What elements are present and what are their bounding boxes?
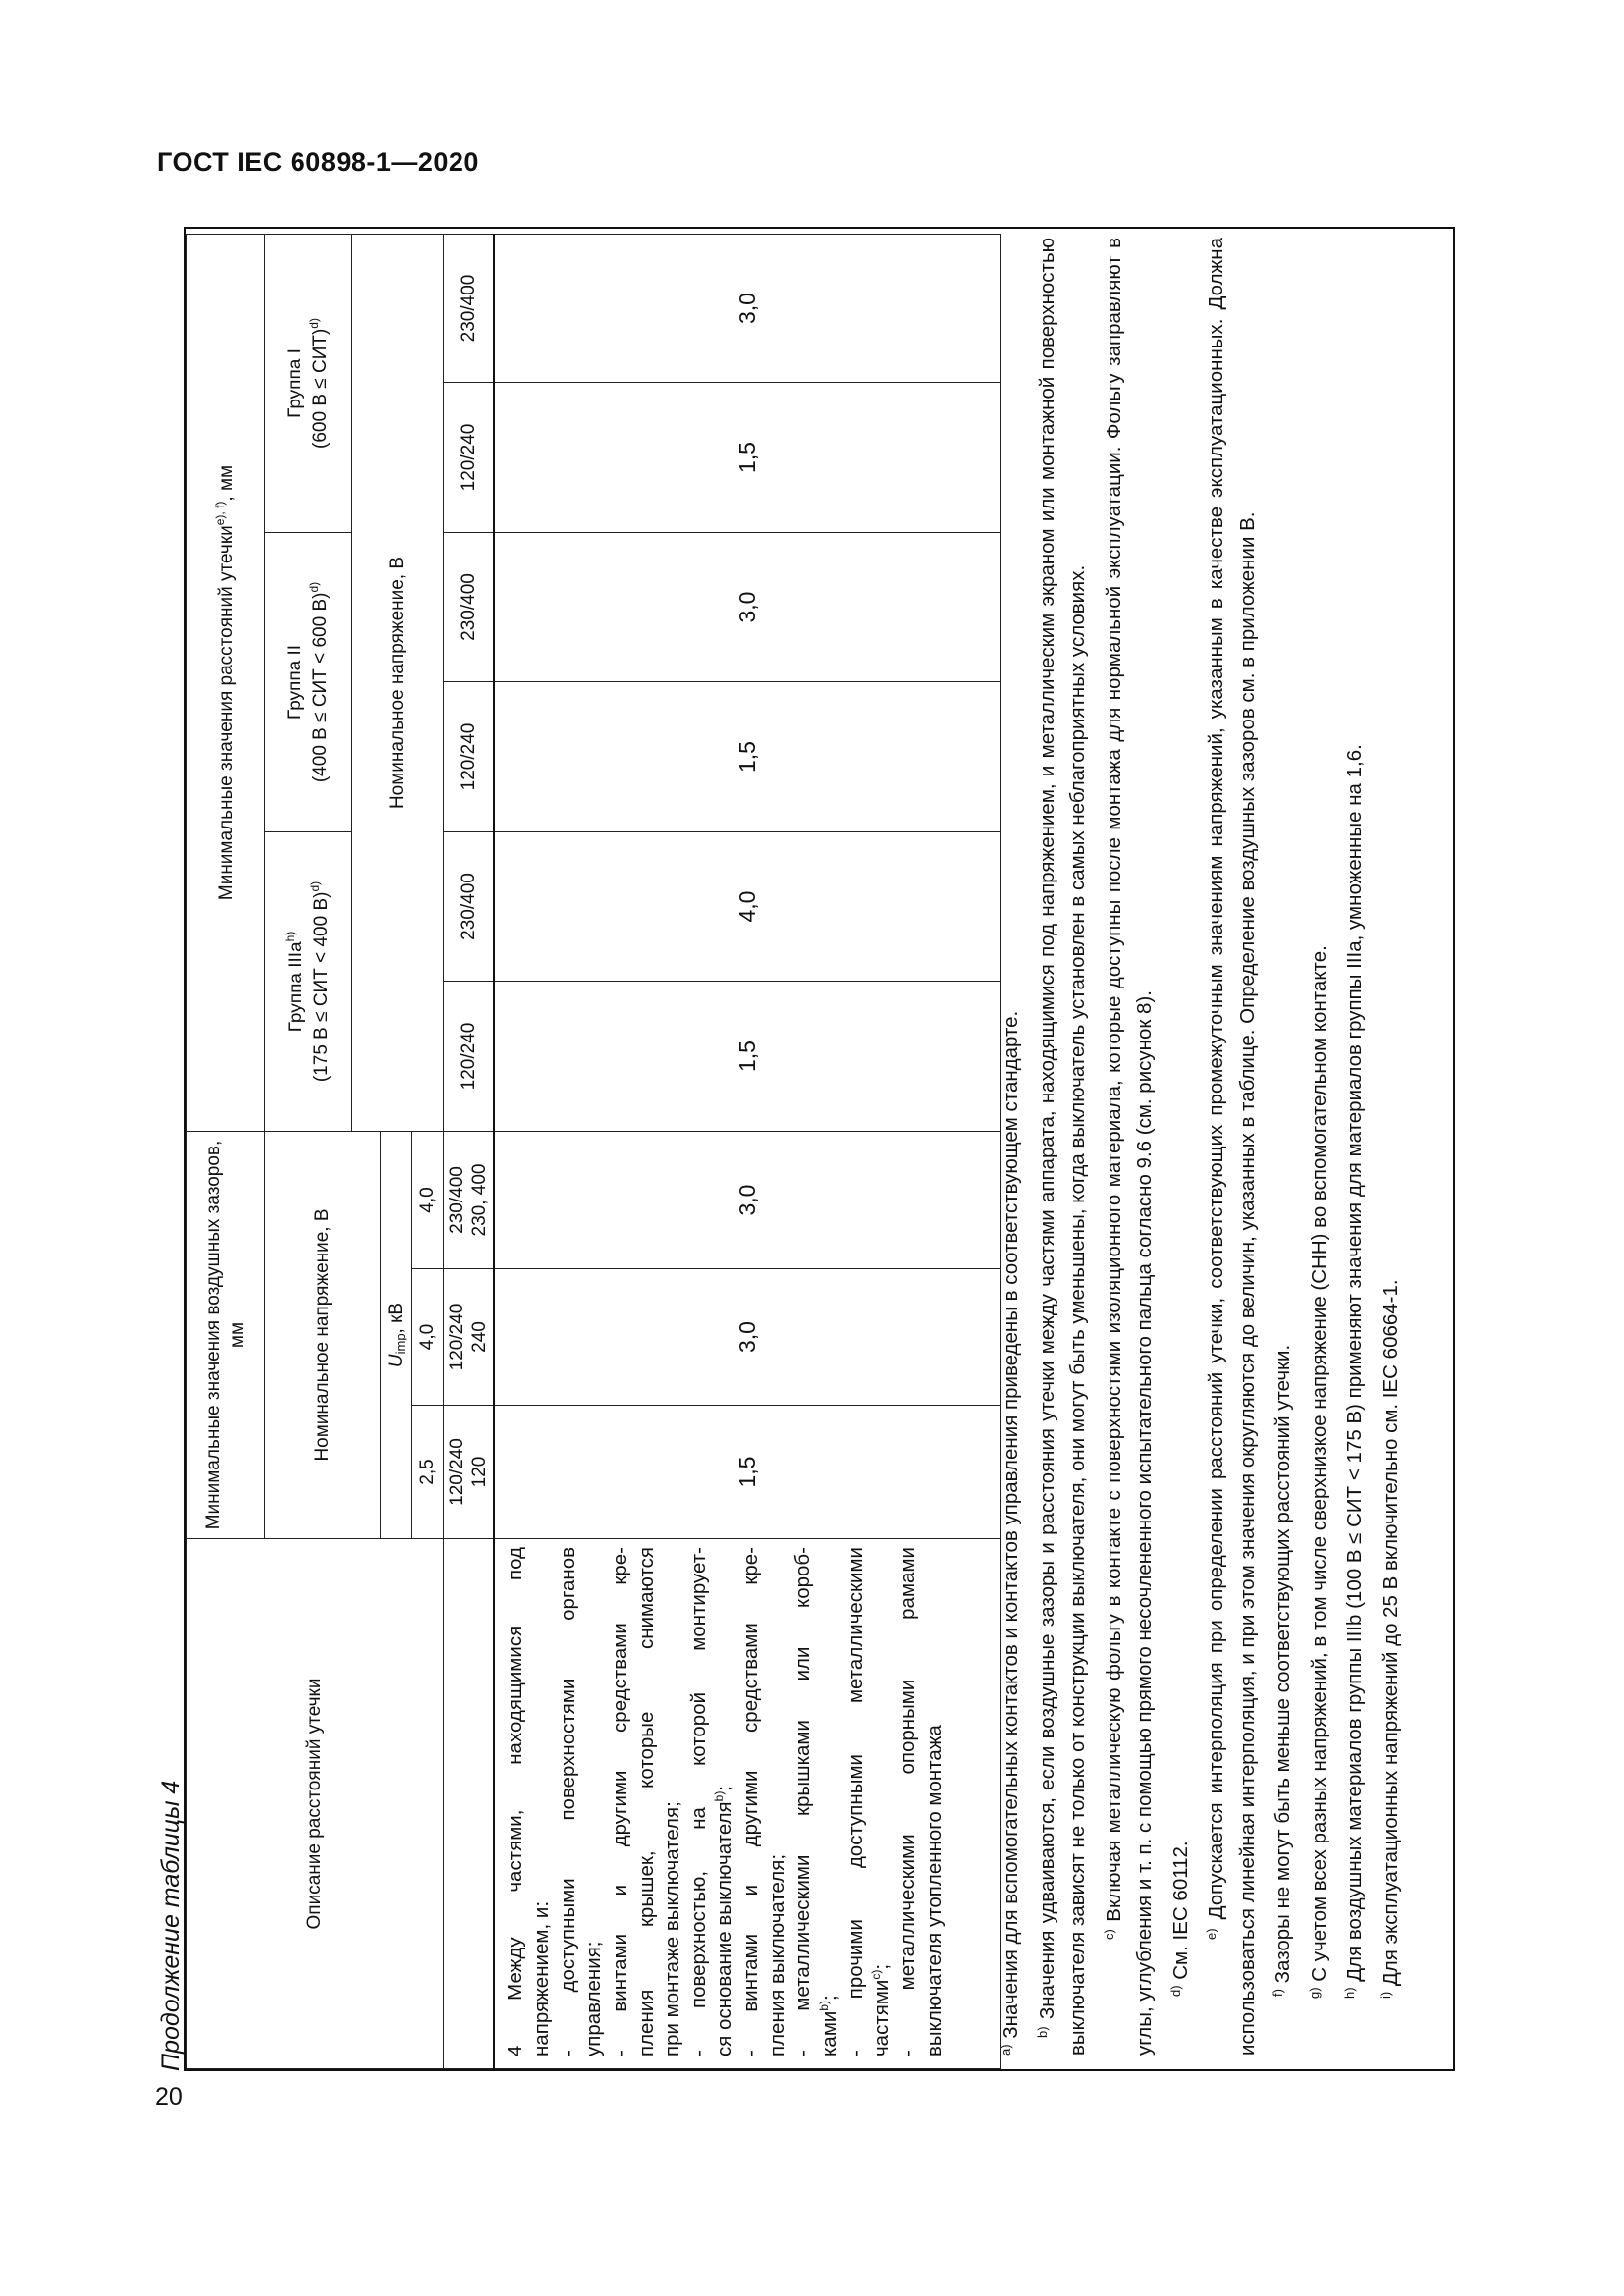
creepage-voltage: 230/400 [458,274,479,343]
row4-description-text: управления; [582,1941,606,2056]
row4-description-text: - винтами и другими средствами кре- [608,1547,631,2056]
footnote [991,238,1027,2056]
document-standard-header: ГОСТ IEC 60898-1—2020 [157,147,479,177]
creepage-voltage-cell [444,982,495,1132]
row4-clearance-cell [494,1132,1000,1269]
uimp-value: 4,0 [416,1187,438,1213]
row4-description-line [895,1547,922,2056]
row4-description-line [817,1547,843,2056]
group-2-range-footnote-ref: d) [306,581,321,593]
row4-clearance-cell [494,1406,1000,1539]
uimp-unit: , кВ [385,1302,406,1334]
clearance-voltage-line2: 120 [469,1456,491,1488]
creepage-header-unit: , мм [215,464,237,502]
row4-creepage-cell [494,682,1000,832]
group-2-name: Группа II [285,644,306,721]
creepage-voltage-cell [444,383,495,533]
uimp-value: 2,5 [416,1459,438,1485]
table-frame [184,227,1455,2071]
clearance-voltage-line1: 120/240 [447,1303,467,1371]
description-header-blank [444,1539,495,2069]
footnote-text: Зазоры не могут быть меньше соответствующих расстояний утечки. [1272,1344,1294,1990]
row4-description-text: выключателя утопленного монтажа [922,1725,946,2056]
table-footnotes [991,238,1406,2056]
group-3a-name-footnote-ref: h) [283,931,298,942]
footnote-mark: g) [1306,1987,1322,1999]
creepage-header: Минимальные значения расстояний утечки [215,525,237,901]
footnote-text: С учетом всех разных напряжений, в том числе сверхнизкое напряжение (СНН) во вспомогательном контакте. [1307,945,1330,1988]
row4-footnote-ref: b) [817,2000,832,2011]
footnote-text: Для эксплуатационных напряжений до 25 В включительно см. IEC 60664-1. [1379,1279,1402,1992]
description-header: Описание расстояний утечки [303,1678,325,1930]
footnote-mark: a) [999,2044,1013,2056]
row4-description-line [660,1547,686,2056]
clearance-rated-voltage-cell [265,1132,381,1539]
clearance-voltage-cell [444,1406,495,1539]
row4-description-line [581,1547,608,2056]
footnote-mark: i) [1378,1991,1393,1999]
row4-description-text: - винтами и другими средствами кре- [739,1547,763,2056]
row4-description-line [738,1547,765,2056]
row4-line-punctuation: ; [870,1963,893,1970]
row4-creepage-value: 3,0 [734,591,761,623]
uimp-value-cell [412,1132,444,1269]
row4-description-text: ся основание выключателя [713,1801,736,2056]
row4-description-line [765,1547,791,2056]
row4-footnote-ref: c) [869,1969,884,1980]
row4-creepage-value: 1,5 [734,1041,761,1072]
row4-creepage-cell [494,533,1000,682]
footnote [1094,238,1161,2056]
table-caption: Продолжение таблицы 4 [157,1780,185,2071]
row4-description-line [922,1547,948,2056]
footnote [1196,238,1263,2056]
row4-description-text: 4 Между частями, находящимися под [504,1547,527,2056]
row4-description-text: пления выключателя; [765,1853,788,2056]
uimp-header-cell [381,1132,412,1539]
footnote-mark: f) [1271,1989,1285,1997]
footnote-text: Значения удваиваются, если воздушные зазоры и расстояния утечки между частями аппарата, находящимися под напряжением, и металлическим экраном или монтажной поверхностью выключателя зависят не только от конструкции выключателя, они могут быть уменьшены, когда выключатель установлен в самых неблагоприятных условиях. [1035,238,1089,2056]
row4-clearance-cell [494,1269,1000,1406]
row4-description-line [712,1547,738,2056]
creepage-voltage: 120/240 [458,1022,479,1091]
row4-description-text: - доступными поверхностями органов [556,1547,579,2056]
row4-description-line [790,1547,817,2056]
group-3a-range: (175 В ≤ СИТ < 400 В) [310,891,332,1083]
group-2-range: (400 В ≤ СИТ < 600 В) [309,592,331,783]
row4-creepage-cell [494,982,1000,1132]
rotated-table-block [157,226,1459,2071]
footnote [1161,238,1197,2056]
creepage-voltage-cell [444,533,495,682]
uimp-subscript: imp [392,1333,407,1355]
row4-description-text: частями [870,1979,893,2056]
group-2-header-cell [265,533,352,832]
group-1-range: (600 В ≤ СИТ) [309,328,331,449]
uimp-value: 4,0 [416,1323,438,1351]
row4-description-text: напряжением, и: [529,1900,553,2056]
footnote-text: Значения для вспомогательных контактов и контактов управления приведены в соответствующем стандарте. [1000,1010,1022,2045]
clearance-header-cell [187,1132,265,1539]
creepage-voltage-cell [444,682,495,832]
clearance-header: Минимальные значения воздушных зазоров, мм [203,1140,247,1530]
row4-creepage-value: 4,0 [734,890,761,923]
page-number: 20 [155,2083,183,2110]
row4-creepage-cell [494,832,1000,982]
row4-line-punctuation: ; [818,1995,841,2001]
clearance-voltage-line1: 230/400 [447,1166,467,1234]
group-3a-name: Группа IIIa [286,941,307,1033]
creepage-header-cell [187,235,265,1132]
uimp-value-cell [412,1406,444,1539]
creepage-voltage-cell [444,832,495,982]
row4-footnote-ref: b) [712,1790,727,1802]
description-header-cell [187,1539,444,2069]
footnote [1263,238,1299,2056]
footnote-mark: d) [1167,1985,1183,1997]
row4-creepage-cell [494,235,1000,383]
uimp-symbol: U [385,1354,406,1368]
row4-description-line [686,1547,713,2056]
footnote-mark: c) [1101,1929,1116,1940]
footnote-mark: e) [1204,1928,1218,1940]
clearance-voltage-line2: 240 [469,1321,491,1353]
row4-description-line [608,1547,634,2056]
clearance-rated-voltage: Номинальное напряжение, В [311,1208,333,1462]
row4-description-line [556,1547,582,2056]
row4-creepage-cell [494,383,1000,533]
uimp-value-cell [412,1269,444,1406]
row4-description-text: - поверхностью, на которой монтирует- [686,1547,710,2056]
row4-description-text: - металлическими опорными рамами [895,1547,919,2056]
footnote-text: Для воздушных материалов группы IIIb (100 В ≤ СИТ < 175 В) применяют значения для материалов группы IIIa, умноженные на 1,6. [1343,744,1366,1988]
creepage-voltage: 120/240 [458,722,479,791]
creepage-rated-voltage-cell [352,235,444,1132]
group-1-range-footnote-ref: d) [306,318,321,329]
group-3a-header-cell [265,832,352,1132]
row4-clearance-value: 1,5 [734,1456,761,1488]
footnote [1334,238,1371,2056]
creepage-clearance-table [186,234,1001,2069]
row4-creepage-value: 3,0 [734,293,761,324]
footnote-mark: b) [1034,2026,1050,2038]
creepage-rated-voltage: Номинальное напряжение, В [386,556,407,810]
creepage-voltage: 230/400 [458,873,479,940]
clearance-voltage-cell [444,1132,495,1269]
clearance-voltage-line1: 120/240 [447,1438,467,1506]
group-1-header-cell [265,235,352,533]
row4-description-lines [503,1547,947,2056]
row4-description-text: ками [818,2010,841,2056]
group-3a-range-footnote-ref: d) [307,881,322,892]
clearance-voltage-cell [444,1269,495,1406]
row4-description-line [503,1547,529,2056]
row4-description-line [529,1547,556,2056]
row4-line-punctuation: ; [713,1785,736,1791]
row4-description-line [634,1547,661,2056]
row4-description-line [843,1547,870,2056]
creepage-voltage: 230/400 [458,573,479,641]
footnote-text: Включая металлическую фольгу в контакте с поверхностями изоляционного материала, которые доступны после монтажа для нормальной эксплуатации. Фольгу заправляют в углы, углубления и т. п. с помощью прямого несочлененного испытательного пальца согласно 9.6 (см. рисунок 8). [1102,238,1156,2056]
row4-clearance-value: 3,0 [734,1321,761,1353]
clearance-voltage-line2: 230, 400 [469,1163,491,1237]
row4-description-text: - прочими доступными металлическими [843,1547,867,2056]
footnote [1299,238,1335,2056]
row4-description-line [869,1547,895,2056]
creepage-voltage: 120/240 [458,423,479,492]
row4-creepage-value: 1,5 [734,442,761,473]
footnote-text: Допускается интерполяция при определении расстояний утечки, соответствующих промежуточным значениям напряжений, указанным в качестве эксплуатационных. Должна использоваться линейная интерполяция, и при этом значения округляются до величин, указанных в таблице. Определение воздушных зазоров см. в приложении B. [1205,238,1259,2056]
row4-description-text: при монтаже выключателя; [661,1801,684,2056]
row4-description-text: - металлическими крышками или короб- [791,1547,815,2056]
footnote-text: См. IEC 60112. [1168,1841,1192,1986]
creepage-voltage-cell [444,235,495,383]
row4-description-cell [494,1539,1000,2069]
creepage-header-footnote-ref: e), f) [212,501,227,526]
footnote [1027,238,1094,2056]
group-1-name: Группа I [285,348,306,418]
row4-clearance-value: 3,0 [734,1184,761,1216]
row4-description-text: пления крышек, которые снимаются [634,1547,658,2056]
row4-creepage-value: 1,5 [734,741,761,773]
footnote [1371,238,1407,2056]
footnote-mark: h) [1342,1987,1357,1999]
